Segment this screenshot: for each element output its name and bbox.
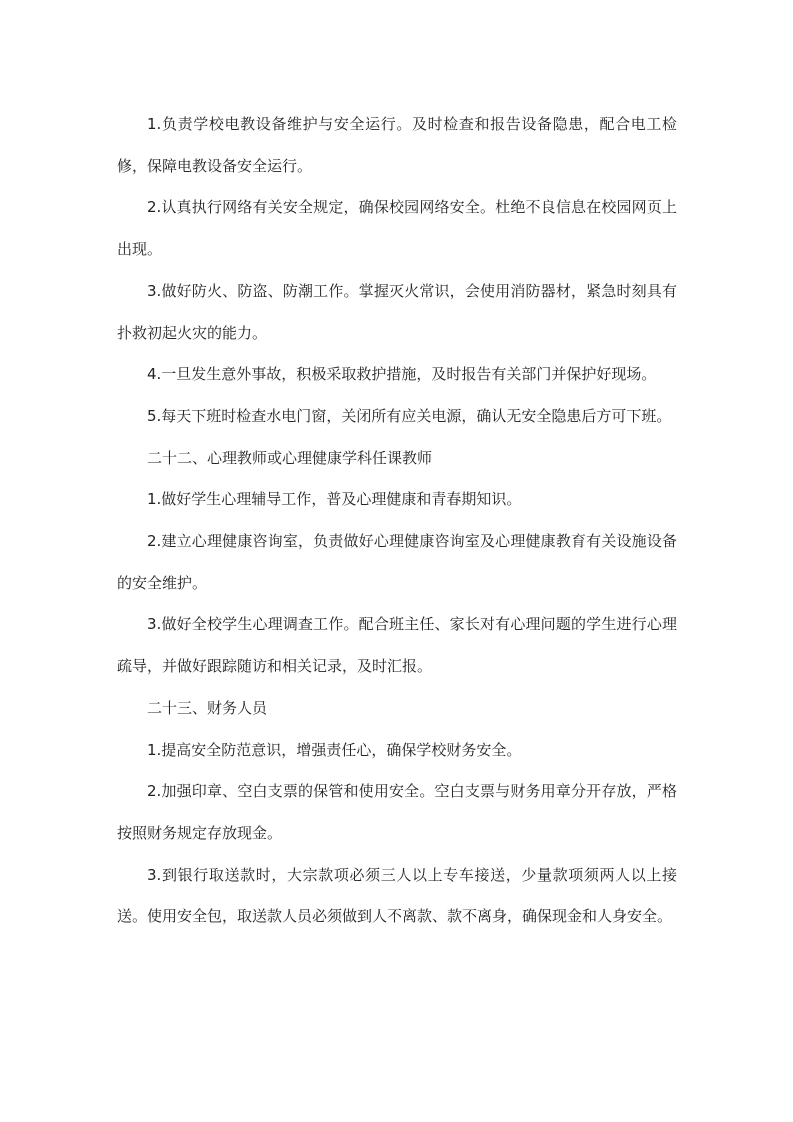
paragraph-psychology-3: 3.做好全校学生心理调查工作。配合班主任、家长对有心理问题的学生进行心理疏导，并做好跟踪随访和相关记录，及时汇报。 [117, 615, 677, 676]
paragraph-electro-3: 3.做好防火、防盗、防潮工作。掌握灭火常识，会使用消防器材，紧急时刻具有扑救初起火灾的能力。 [117, 281, 677, 342]
paragraph-finance-2: 2.加强印章、空白支票的保管和使用安全。空白支票与财务用章分开存放，严格按照财务规定存放现金。 [117, 782, 677, 842]
paragraph-finance-3: 3.到银行取送款时，大宗款项必须三人以上专车接送，少量款项须两人以上接送。使用安全包，取送款人员必须做到人不离款、款不离身，确保现金和人身安全。 [117, 865, 677, 926]
document-body [117, 104, 677, 938]
paragraph-electro-2: 2.认真执行网络有关安全规定，确保校园网络安全。杜绝不良信息在校园网页上出现。 [117, 198, 677, 259]
paragraph-psychology-1: 1.做好学生心理辅导工作，普及心理健康和青春期知识。 [147, 490, 522, 509]
section-heading-finance: 二十三、财务人员 [147, 698, 268, 717]
paragraph-electro-4: 4.一旦发生意外事故，积极采取救护措施，及时报告有关部门并保护好现场。 [147, 365, 657, 384]
section-heading-psychology: 二十二、心理教师或心理健康学科任课教师 [147, 448, 433, 467]
paragraph-finance-1: 1.提高安全防范意识，增强责任心，确保学校财务安全。 [147, 740, 522, 759]
paragraph-electro-1: 1.负责学校电教设备维护与安全运行。及时检查和报告设备隐患，配合电工检修，保障电教设备安全运行。 [117, 115, 677, 175]
paragraph-psychology-2: 2.建立心理健康咨询室，负责做好心理健康咨询室及心理健康教育有关设施设备的安全维护。 [117, 532, 677, 592]
paragraph-electro-5: 5.每天下班时检查水电门窗，关闭所有应关电源，确认无安全隐患后方可下班。 [147, 406, 672, 425]
